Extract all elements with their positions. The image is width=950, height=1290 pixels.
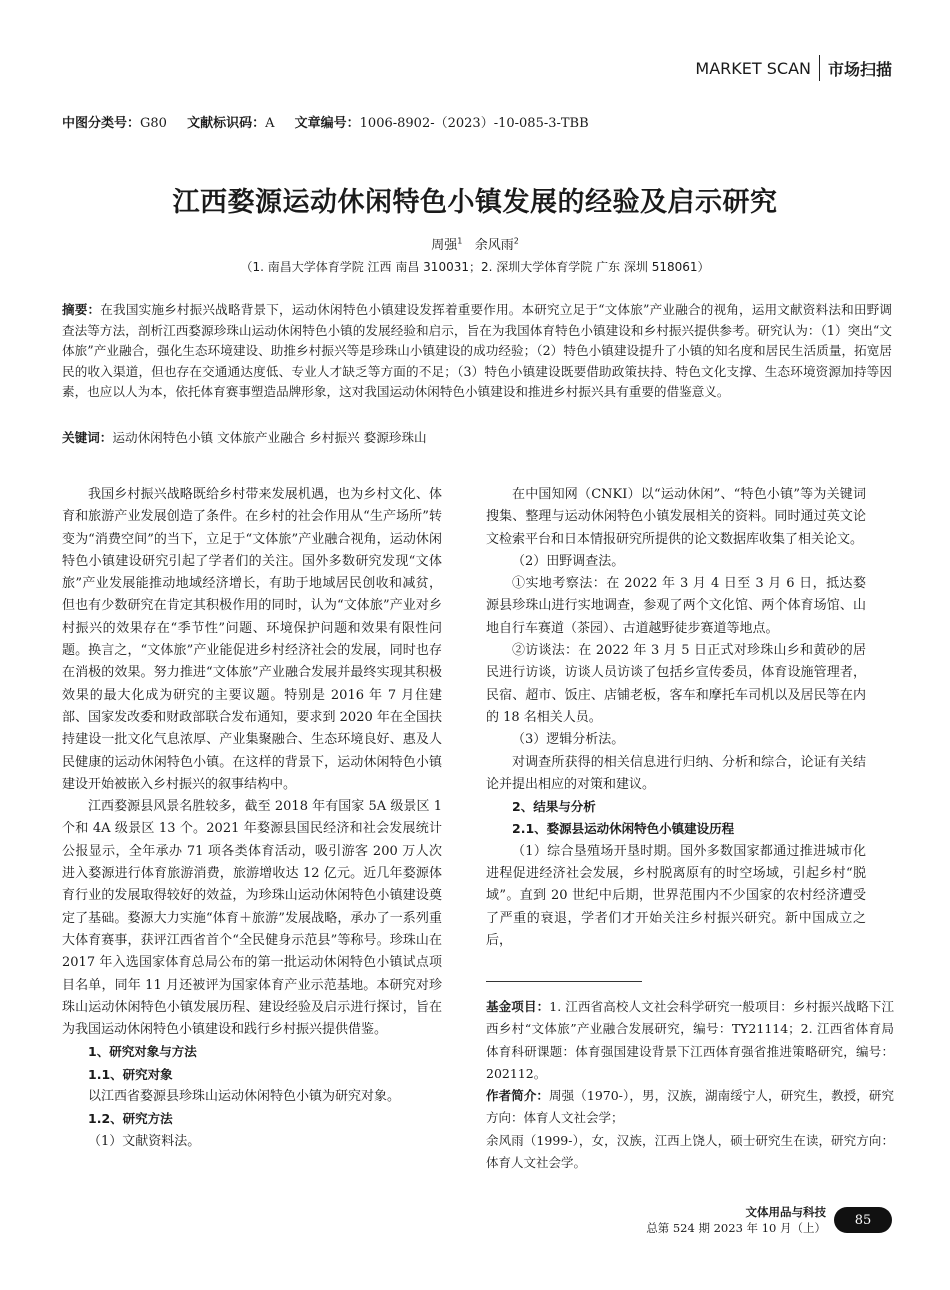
article-number-label: 文章编号： — [294, 116, 360, 131]
article-meta — [62, 112, 589, 131]
section-heading-1-2: 1.2、研究方法 — [88, 1111, 173, 1127]
author-bio-1: 周强（1970-），男，汉族，湖南绥宁人，研究生，教授，研究方向：体育人文社会学； — [486, 1088, 894, 1126]
keywords — [62, 428, 892, 448]
clc-value: G80 — [140, 116, 167, 131]
keywords-text: 运动休闲特色小镇 文体旅产业融合 乡村振兴 婺源珍珠山 — [112, 430, 427, 445]
paragraph: 江西婺源县风景名胜较多，截至 2018 年有国家 5A 级景区 1 个和 4A 级景区 13 个。2021 年婺源县国民经济和社会发展统计公报显示，全年承办 71 项各类体育活动，吸引游客 200 万人次进入婺源进行体育旅游消费，旅游增收达 12 亿元。近几年婺源体育行业的发展取得较好的效益，为珍珠山运动休闲特色小镇建设奠定了基础。婺源大力实施“体育＋旅游”发展战略，承办了一系列重大体育赛事，获评江西省首个“全民健身示范县”等称号。珍珠山在 2017 年入选国家体育总局公布的第一批运动休闲特色小镇试点项目名单，同年 11 月还被评为国家体育产业示范基地。本研究对珍珠山运动休闲特色小镇发展历程、建设经验及启示进行探讨，旨在为我国运动休闲特色小镇建设和践行乡村振兴提供借鉴。 — [62, 799, 442, 1038]
author-1-mark: 1 — [457, 236, 463, 246]
section-name-en: MARKET SCAN — [695, 58, 811, 78]
paragraph: （3）逻辑分析法。 — [512, 732, 625, 748]
footnotes — [486, 996, 894, 1174]
paragraph: 以江西省婺源县珍珠山运动休闲特色小镇为研究对象。 — [88, 1089, 401, 1105]
header-divider — [819, 55, 820, 81]
doc-code-label: 文献标识码： — [187, 116, 266, 131]
abstract — [62, 300, 892, 403]
paragraph: （1）综合垦殖场开垦时期。国外多数国家都通过推进城市化进程促进经济社会发展，乡村脱离原有的时空场域，引起乡村“脱域”。直到 20 世纪中后期，世界范围内不少国家的农村经济遭受了严重的衰退，学者们才开始关注乡村振兴研究。新中国成立之后， — [486, 843, 866, 948]
keywords-label: 关键词： — [62, 430, 113, 445]
paragraph: 在中国知网（CNKI）以“运动休闲”、“特色小镇”等为关键词搜集、整理与运动休闲特色小镇发展相关的资料。同时通过英文论文检索平台和日本情报研究所提供的论文数据库收集了相关论文。 — [486, 487, 866, 547]
paragraph: （2）田野调查法。 — [512, 553, 625, 569]
paragraph: 我国乡村振兴战略既给乡村带来发展机遇，也为乡村文化、体育和旅游产业发展创造了条件。在乡村的社会作用从“生产场所”转变为“消费空间”的当下，立足于“文体旅”产业融合视角，运动休闲特色小镇建设研究引起了学者们的关注。国外多数研究发现“文体旅”产业发展能推动地域经济增长，有助于地域居民创收和减贫，但也有少数研究在肯定其积极作用的同时，认为“文体旅”产业对乡村振兴的效果存在“季节性”问题、环境保护问题和效果有限性问题。换言之，“文体旅”产业能促进乡村经济社会的发展，同时也存在消极的效果。努力推进“文体旅”产业融合发展并最终实现其积极效果的最大化成为研究的主要议题。特别是 2016 年 7 月住建部、国家发改委和财政部联合发布通知，要求到 2020 年在全国扶持建设一批文化气息浓厚、产业集聚融合、生态环境良好、惠及人民健康的运动休闲特色小镇。在这样的背景下，运动休闲特色小镇建设开始被嵌入乡村振兴的叙事结构中。 — [62, 487, 442, 792]
page-footer — [646, 1204, 892, 1236]
section-heading-2-1: 2.1、婺源县运动休闲特色小镇建设历程 — [512, 821, 735, 837]
abstract-label: 摘要： — [62, 302, 101, 317]
author-1: 周强 — [431, 238, 458, 253]
author-line — [0, 234, 950, 253]
author-bio-2: 余风雨（1999-），女，汉族，江西上饶人，硕士研究生在读，研究方向：体育人文社会学。 — [486, 1132, 894, 1171]
paragraph: ②访谈法：在 2022 年 3 月 5 日正式对珍珠山乡和黄砂的居民进行访谈，访谈人员访谈了包括乡宣传委员，体育设施管理者，民宿、超市、饭庄、店铺老板，客车和摩托车司机以及居民等在内的 18 名相关人员。 — [486, 643, 866, 725]
author-2-mark: 2 — [513, 236, 519, 246]
section-heading-2: 2、结果与分析 — [512, 799, 596, 815]
journal-name: 文体用品与科技 — [745, 1205, 826, 1219]
section-heading-1: 1、研究对象与方法 — [88, 1044, 197, 1060]
fund-label: 基金项目： — [486, 999, 550, 1014]
doc-code-value: A — [265, 116, 275, 131]
fund-text: 1. 江西省高校人文社会科学研究一般项目：乡村振兴战略下江西乡村“文体旅”产业融合发展研究，编号：TY21114；2. 江西省体育局体育科研课题：体育强国建设背景下江西体育强省推进策略研究，编号：202112。 — [486, 999, 894, 1081]
author-bio-label: 作者简介： — [486, 1088, 550, 1104]
left-column — [62, 484, 442, 1153]
footnote-divider — [486, 981, 642, 982]
paper-title: 江西婺源运动休闲特色小镇发展的经验及启示研究 — [172, 187, 778, 218]
clc-label: 中图分类号： — [62, 116, 141, 131]
right-column — [486, 484, 866, 952]
paragraph: （1）文献资料法。 — [88, 1133, 201, 1149]
fund-note — [486, 996, 894, 1085]
article-number-value: 1006-8902-（2023）-10-085-3-TBB — [359, 116, 589, 131]
author-2: 余风雨 — [474, 238, 514, 253]
author-note-1 — [486, 1085, 894, 1130]
section-header — [695, 52, 892, 84]
paragraph: 对调查所获得的相关信息进行归纳、分析和综合，论证有关结论并提出相应的对策和建议。 — [486, 754, 866, 792]
affiliations: （1. 南昌大学体育学院 江西 南昌 310031；2. 深圳大学体育学院 广东 深圳 518061） — [240, 260, 710, 274]
abstract-text: 在我国实施乡村振兴战略背景下，运动休闲特色小镇建设发挥着重要作用。本研究立足于“文体旅”产业融合的视角，运用文献资料法和田野调查法等方法，剖析江西婺源珍珠山运动休闲特色小镇的发展经验和启示，旨在为我国体育特色小镇建设和乡村振兴提供参考。研究认为：（1）突出“文体旅”产业融合，强化生态环境建设、助推乡村振兴等是珍珠山小镇建设的成功经验；（2）特色小镇建设提升了小镇的知名度和居民生活质量，拓宽居民的收入渠道，但也存在交通通达度低、专业人才缺乏等方面的不足；（3）特色小镇建设既要借助政策扶持、特色文化支撑、生态环境资源加持等因素，也应以人为本，依托体育赛事塑造品牌形象，这对我国运动休闲特色小镇建设和推进乡村振兴具有重要的借鉴意义。 — [62, 302, 892, 399]
paragraph: ①实地考察法：在 2022 年 3 月 4 日至 3 月 6 日，抵达婺源县珍珠山进行实地调查，参观了两个文化馆、两个体育场馆、山地自行车赛道（茶园）、古道越野徒步赛道等地点。 — [486, 576, 866, 636]
section-heading-1-1: 1.1、研究对象 — [88, 1066, 173, 1082]
footer-text — [646, 1204, 826, 1236]
issue-info: 总第 524 期 2023 年 10 月（上） — [646, 1221, 826, 1235]
page-number: 85 — [834, 1207, 892, 1233]
section-name-cn: 市场扫描 — [827, 59, 892, 79]
